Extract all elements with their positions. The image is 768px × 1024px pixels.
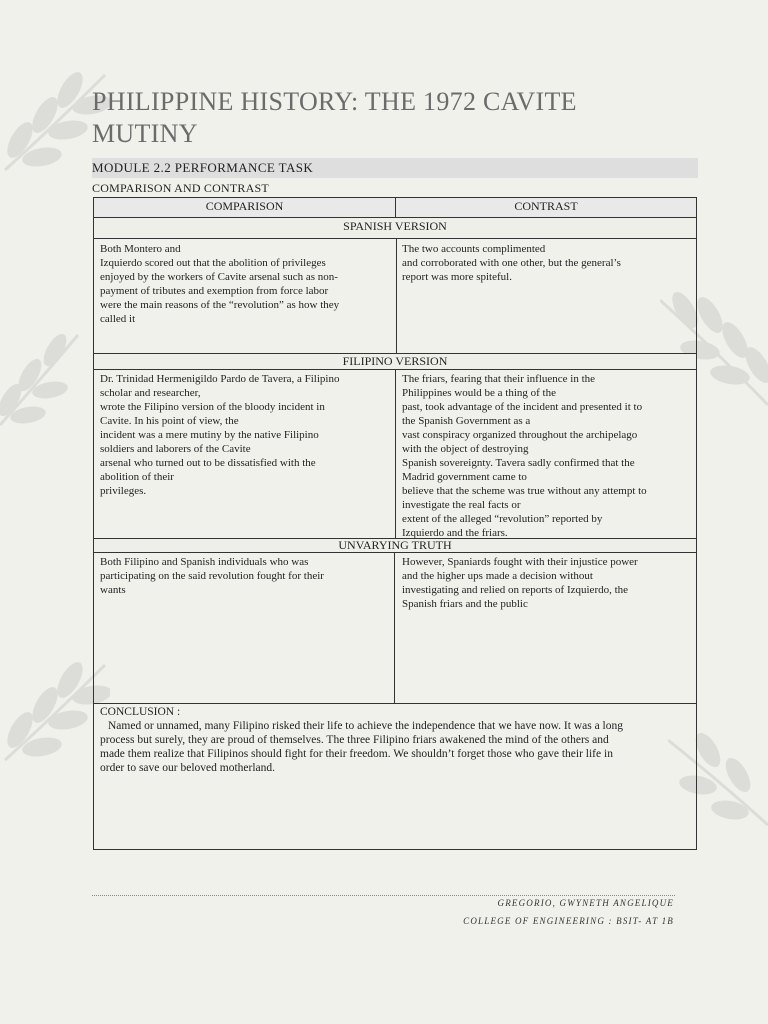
- contrast-cell: The friars, fearing that their influence in the Philippines would be a thing of the past, took advantage of the incident and presented it to the Spanish Government as a vast conspiracy organized throughout the archipelago with the object of destroying Spanish sovereignty. Tavera sadly confirmed that the Madrid government came to believe that the scheme was true without any attempt to investigate the real facts or extent of the alleged “revolution” reported by Izquierdo and the friars.: [402, 373, 647, 539]
- module-label: MODULE 2.2 PERFORMANCE TASK: [92, 160, 314, 175]
- conclusion-cell: CONCLUSION : Named or unnamed, many Filipino risked their life to achieve the independence that we have now. It was a long process but surely, they are proud of themselves. The three Filipino friars awakened the mind of the others and made them realize that Filipinos should fight for their freedom. We shouldn’t forget those who gave their life in order to save our beloved motherland.: [94, 703, 694, 777]
- contrast-cell: The two accounts complimented and corroborated with one other, but the general’s report was more spiteful.: [402, 243, 621, 283]
- module-heading: [92, 158, 698, 178]
- comparison-cell: Dr. Trinidad Hermenigildo Pardo de Tavera, a Filipino scholar and researcher, wrote the Filipino version of the bloody incident in Cavite. In his point of view, the incident was a mere mutiny by the native Filipino soldiers and laborers of the Cavite arsenal who turned out to be dissatisfied with the abolition of their privileges.: [100, 373, 340, 497]
- contrast-cell: However, Spaniards fought with their injustice power and the higher ups made a decision without investigating and relied on reports of Izquierdo, the Spanish friars and the public: [402, 556, 638, 610]
- author-name: GREGORIO, GWYNETH ANGELIQUE: [497, 898, 674, 908]
- section-label: FILIPINO VERSION: [94, 354, 696, 369]
- section-label: UNVARYING TRUTH: [94, 539, 696, 552]
- comparison-column-header: COMPARISON: [94, 198, 395, 217]
- contrast-column-header: CONTRAST: [396, 198, 696, 217]
- comparison-cell: Both Filipino and Spanish individuals who was participating on the said revolution fought for their wants: [100, 556, 324, 596]
- footer-divider: [92, 895, 675, 896]
- page-title: PHILIPPINE HISTORY: THE 1972 CAVITE MUTINY: [92, 87, 577, 148]
- section-subheading: COMPARISON AND CONTRAST: [92, 181, 269, 195]
- author-college: COLLEGE OF ENGINEERING : BSIT- AT 1B: [463, 916, 674, 926]
- leaf-branch-icon: [0, 330, 80, 430]
- conclusion-label: CONCLUSION :: [100, 706, 181, 718]
- comparison-cell: Both Montero and Izquierdo scored out that the abolition of privileges enjoyed by the workers of Cavite arsenal such as non- payment of tributes and exemption from force labor were the main reasons of the “revolution” as how they called it: [100, 243, 340, 325]
- section-label: SPANISH VERSION: [94, 218, 696, 238]
